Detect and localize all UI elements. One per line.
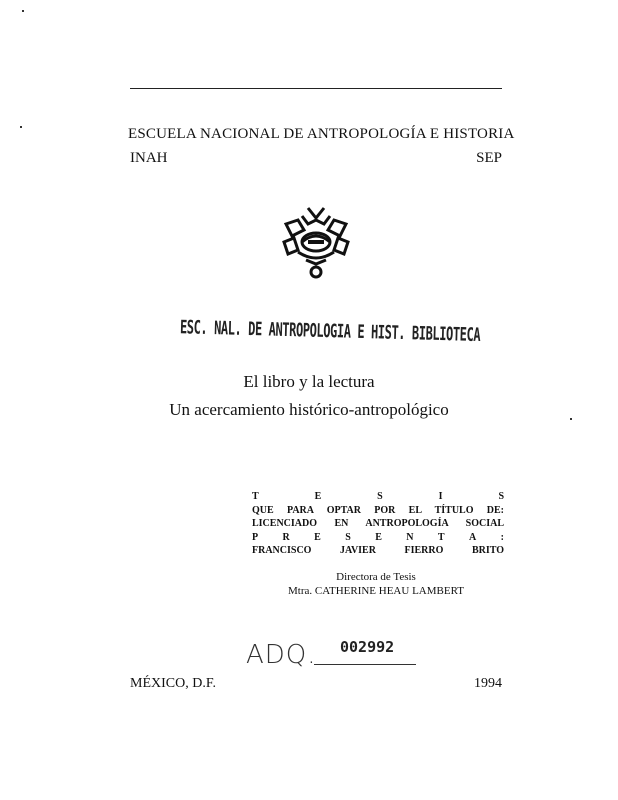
acquisition-underline [314, 664, 416, 665]
thesis-title: El libro y la lectura [243, 372, 375, 391]
city: MÉXICO, D.F. [130, 676, 216, 691]
tesis-spaced-word: T E S I S [252, 491, 504, 502]
right-institution: SEP [476, 150, 502, 166]
scan-speck [20, 126, 22, 128]
degree-name-line: LICENCIADO EN ANTROPOLOGÍA SOCIAL [252, 518, 504, 529]
handwritten-acquisition-mark: ADQ. [246, 640, 317, 670]
thesis-subtitle: Un acercamiento histórico-antropológico [169, 400, 449, 419]
advisor-name: Mtra. CATHERINE HEAU LAMBERT [288, 585, 464, 597]
acquisition-number: 002992 [340, 638, 395, 656]
presenta-spaced-word: P R E S E N T A : [252, 531, 504, 543]
scan-speck [22, 10, 24, 12]
advisor-role: Directora de Tesis [336, 571, 416, 583]
advisor-block [250, 570, 502, 598]
thesis-block [252, 490, 504, 558]
author-name: FRANCISCO JAVIER FIERRO BRITO [252, 545, 504, 556]
inah-emblem-icon [278, 202, 354, 280]
year: 1994 [474, 676, 502, 691]
library-stamp: ESC. NAL. DE ANTROPOLOGIA E HIST. BIBLIOTECA [179, 316, 481, 346]
degree-purpose-line: QUE PARA OPTAR POR EL TÍTULO DE: [252, 504, 504, 516]
school-name: ESCUELA NACIONAL DE ANTROPOLOGÍA E HISTORIA [128, 126, 515, 142]
top-rule [130, 88, 502, 89]
left-institution: INAH [130, 150, 168, 166]
